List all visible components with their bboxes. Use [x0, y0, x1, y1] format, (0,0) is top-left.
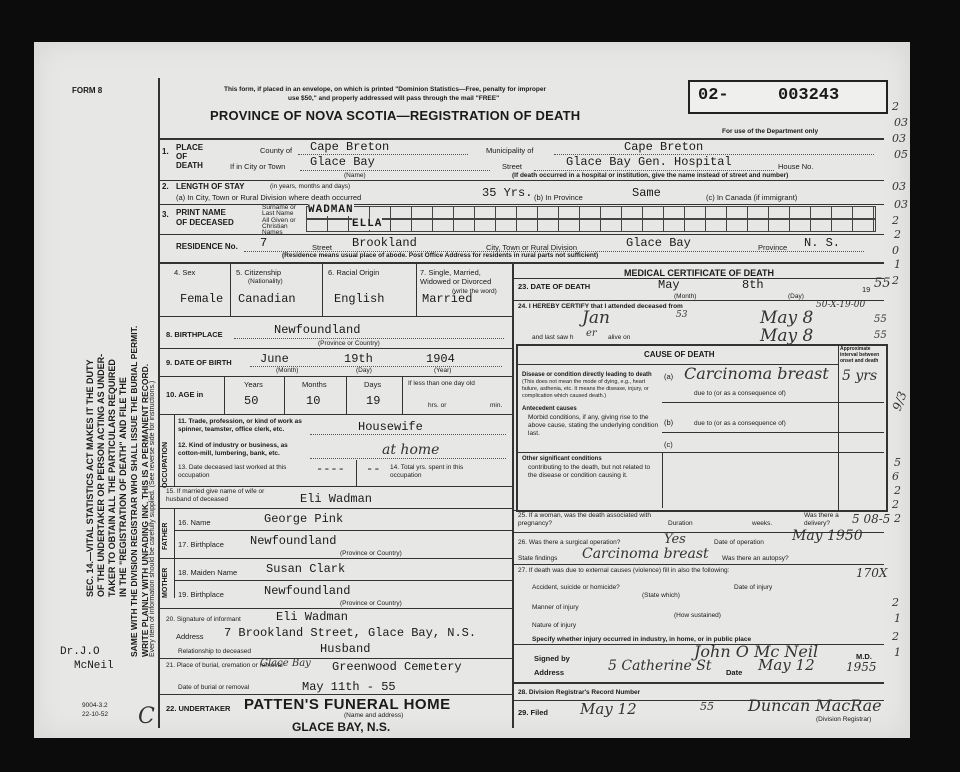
interval-a-value: 5 yrs [842, 368, 878, 384]
signer-address-label: Address [534, 668, 565, 677]
cause-a-value: Carcinoma breast [684, 364, 829, 383]
sidebar-instructions-1: SEC. 14.—VITAL STATISTICS ACT MAKES IT THE DUTY [85, 359, 95, 597]
county-label: County of [260, 146, 293, 155]
father-birth-label: 17. Birthplace [178, 540, 224, 549]
father-name: George Pink [264, 512, 344, 526]
alive-on-label: alive on [608, 334, 631, 341]
margin-code-mark: 6 [892, 470, 899, 483]
residence-number: 7 [260, 236, 268, 250]
dod-year: 55 [874, 276, 891, 291]
print-name-label-2: OF DECEASED [176, 218, 234, 227]
informant-address-label: Address [176, 632, 204, 641]
attend-from: Jan [582, 308, 610, 328]
street-label: Street [502, 162, 523, 171]
margin-code-mark: 03 [894, 116, 908, 129]
signer-date-label: Date [726, 668, 743, 677]
findings-value: Carcinoma breast [582, 546, 709, 562]
citizenship-label: 5. Citizenship [236, 268, 282, 277]
industry-value: at home [382, 442, 440, 458]
signer-date-year: 1955 [846, 660, 877, 674]
marital-value: Married [422, 292, 473, 306]
mother-section-label: MOTHER [162, 567, 169, 598]
birthplace-caption: (Province or Country) [318, 340, 380, 347]
sidebar-instructions-4: IN THE "REGISTRATION OF DEATH" AND FILE THE [118, 377, 128, 597]
direct-note: (This does not mean the mode of dying, e.g., heart failure, asthenia, etc. It means the disease, injury, or complication which caused death.) [522, 379, 649, 399]
burial-place-hw: Glace Bay [260, 658, 311, 669]
stay-a-value: 35 Yrs. [482, 186, 533, 200]
attend-to-year: 55 [874, 314, 887, 325]
city-label: If in City or Town [230, 162, 286, 171]
surname-label: Surname or Last Name [262, 204, 296, 217]
margin-code-mark: 03 [894, 198, 908, 211]
hospital-note: (If death occurred in a hospital or institution, give the name instead of street and number) [512, 172, 789, 179]
registrar-caption: (Division Registrar) [816, 716, 872, 723]
margin-code-mark: 2 [894, 512, 901, 525]
pregnancy-delivery: Was there a delivery? [804, 512, 839, 527]
dod-year-prefix: 19 [862, 285, 871, 294]
mail-notice-2: use $50," and properly addressed will pass through the mail "FREE" [288, 95, 500, 102]
mother-name-label: 18. Maiden Name [178, 568, 238, 577]
marital-label: 7. Single, Married, Widowed or Divorced [420, 268, 492, 286]
last-saw-label: and last saw h [532, 334, 574, 341]
industry-label: 12. Kind of industry or business, as cotton-mill, lumbering, bank, etc. [178, 442, 288, 457]
hrs-label: hrs. or [428, 402, 447, 409]
attend-to: May 8 [760, 308, 814, 328]
antecedent-label: Antecedent causes [522, 406, 577, 412]
interval-header: Approximate interval between onset and death [840, 346, 880, 364]
relationship-label: Relationship to deceased [178, 648, 251, 655]
mother-name: Susan Clark [266, 562, 346, 576]
state-which: (State which) [642, 592, 680, 599]
pregnancy-weeks: weeks. [752, 520, 773, 527]
burial-date: May 11th - 55 [302, 680, 396, 694]
margin-code-mark: 1 [894, 612, 901, 625]
age-days: 19 [366, 394, 381, 408]
margin-code-mark: 1 [894, 646, 901, 659]
sidebar-instructions-2: OF THE UNDERTAKER OR PERSON ACTING AS UNDER- [96, 353, 106, 597]
margin-c-mark: C [138, 704, 155, 729]
findings-label: State findings [518, 555, 558, 562]
registration-number: 003243 [778, 86, 840, 105]
stay-label-sub: (in years, months and days) [270, 183, 351, 190]
margin-code-mark: 2 [894, 228, 901, 241]
external-label: 27. If death was due to external causes (violence) fill in also the following: [518, 567, 730, 574]
surgery-value: Yes [664, 532, 686, 547]
total-years-value: -- [366, 462, 381, 476]
dod-month: May [658, 278, 680, 292]
dod-day: 8th [742, 278, 764, 292]
residence-note: (Residence means usual place of abode. Post Office Address for residents in rural parts not sufficient) [282, 252, 599, 259]
residence-street-label: Street [312, 243, 333, 252]
given-value: ELLA [352, 218, 383, 230]
citizenship-sub: (Nationality) [248, 278, 283, 285]
margin-code-mark: 2 [894, 484, 901, 497]
department-use-note: For use of the Department only [722, 128, 819, 135]
form-code-1: 9004-3.2 [82, 702, 108, 709]
margin-code-mark: 2 [892, 630, 899, 643]
margin-code-mark: 1 [894, 258, 901, 271]
last-worked-label: 13. Date deceased last worked at this occupation [178, 464, 287, 479]
due-to-a: due to (or as a consequence of) [694, 390, 786, 397]
accident-label: Accident, suicide or homicide? [532, 584, 620, 591]
undertaker-name: PATTEN'S FUNERAL HOME [244, 696, 451, 713]
mail-notice-1: This form, if placed in an envelope, on which is printed "Dominion Statistics—Free, penalty for improper [224, 86, 546, 93]
residence-label: RESIDENCE No. [176, 242, 238, 251]
filed-hw: May 12 [580, 700, 637, 718]
house-label: House No. [778, 162, 814, 171]
age-years: 50 [244, 394, 259, 408]
signed-label: Signed by [534, 654, 570, 663]
spouse-value: Eli Wadman [300, 492, 373, 506]
medical-header: MEDICAL CERTIFICATE OF DEATH [624, 268, 774, 278]
age-label: 10. AGE in [166, 390, 204, 399]
specify-label: Specify whether injury occurred in industry, in home, or in public place [532, 636, 752, 643]
item-3-number: 3. [162, 210, 169, 219]
margin-code-mark: 03 [892, 180, 906, 193]
div-record-label: 28. Division Registrar's Record Number [518, 689, 641, 696]
margin-note-2: 9/3 [889, 389, 910, 413]
how-sustained: (How sustained) [674, 612, 721, 619]
burial-place-label: 21. Place of burial, cremation or removal [166, 662, 283, 669]
surgery-date: May 1950 [792, 528, 863, 544]
stay-label: LENGTH OF STAY [176, 182, 245, 191]
dod-month-caption: (Month) [674, 293, 697, 300]
stay-b-label: (b) In Province [534, 193, 583, 202]
given-grid [306, 219, 876, 232]
dod-day-caption: (Day) [788, 293, 804, 300]
father-name-label: 16. Name [178, 518, 211, 527]
min-label: min. [490, 402, 503, 409]
occupation-section-label: OCCUPATION [162, 441, 169, 488]
item-2-number: 2. [162, 182, 169, 191]
mother-birth-caption: (Province or Country) [340, 600, 402, 607]
cause-header: CAUSE OF DEATH [644, 350, 715, 359]
form-code-2: 22-10-52 [82, 711, 109, 718]
surname-grid [306, 206, 876, 219]
residence-city-label: City, Town or Rural Division [486, 243, 577, 252]
dob-day: 19th [344, 352, 373, 366]
name-caption: (Name) [344, 172, 366, 179]
stay-c-label: (c) In Canada (if immigrant) [706, 193, 798, 202]
margin-code-mark: 05 [894, 148, 908, 161]
autopsy-label: Was there an autopsy? [722, 555, 789, 562]
birthplace-label: 8. BIRTHPLACE [166, 330, 223, 339]
dob-month: June [260, 352, 289, 366]
attend-from-year: 53 [676, 310, 688, 320]
age-days-label: Days [364, 380, 382, 389]
residence-province: N. S. [804, 236, 841, 250]
citizenship-value: Canadian [238, 292, 296, 306]
marital-sub: (write the word) [452, 288, 497, 295]
informant-sig-label: 20. Signature of informant [166, 616, 241, 623]
signer-address-hw: 5 Catherine St [608, 658, 712, 674]
margin-code-mark: 2 [892, 214, 899, 227]
signer-date-hw: May 12 [758, 656, 815, 674]
surgery-label: 26. Was there a surgical operation? [518, 539, 621, 546]
alive-year: 55 [874, 330, 887, 341]
residence-city: Glace Bay [626, 236, 691, 250]
spouse-label: 15. If married give name of wife or husband of deceased [166, 488, 265, 503]
age-months: 10 [306, 394, 321, 408]
margin-code-mark: 2 [892, 100, 899, 113]
margin-code-mark: 2 [892, 274, 899, 287]
margin-code-mark: 2 [892, 596, 899, 609]
surname-value: WADMAN [308, 204, 354, 216]
place-label-1: PLACE [176, 143, 204, 152]
pregnancy-duration: Duration [668, 520, 693, 527]
margin-note-1: 50-X-19-00 [816, 300, 866, 310]
relationship-value: Husband [320, 642, 371, 656]
place-label-2: OF [176, 152, 188, 161]
margin-code-mark: 2 [892, 498, 899, 511]
age-months-label: Months [302, 380, 327, 389]
dob-day-caption: (Day) [356, 367, 372, 374]
stay-a-label: (a) In City, Town or Rural Division where death occurred [176, 193, 362, 202]
burial-place: Greenwood Cemetery [332, 660, 462, 674]
other-label: Other significant conditions [522, 456, 602, 462]
registration-number-box [688, 80, 888, 114]
birthplace-value: Newfoundland [274, 323, 361, 337]
margin-code-mark: 5 [894, 456, 901, 469]
cause-b-marker: (b) [664, 418, 674, 427]
doctor-name-line2: McNeil [74, 660, 114, 672]
sidebar-instructions-3: TAKER TO OBTAIN ALL THE PARTICULARS REQUIRED [107, 359, 117, 597]
cause-c-marker: (c) [664, 440, 673, 449]
margin-code-mark: 03 [892, 132, 906, 145]
other-note: contributing to the death, but not related to the disease or condition causing it. [528, 464, 651, 479]
mother-birth: Newfoundland [264, 584, 351, 598]
sidebar-instructions-7: Every item of information should be carefully supplied. (See reverse side for instructions.) [149, 380, 156, 657]
county-value: Cape Breton [310, 140, 390, 154]
racial-value: English [334, 292, 385, 306]
antecedent-note: Morbid conditions, if any, giving rise to the above cause, stating the underlying condition last. [528, 414, 659, 437]
injury-date-label: Date of injury [734, 584, 773, 591]
mother-birth-label: 19. Birthplace [178, 590, 224, 599]
given-label: All Given or Christian Names [262, 217, 296, 236]
sex-label: 4. Sex [174, 268, 196, 277]
trade-label: 11. Trade, profession, or kind of work as spinner, teamster, office clerk, etc. [178, 418, 302, 433]
last-saw-hw: er [586, 328, 597, 339]
under-day-label: If less than one day old [408, 380, 475, 387]
margin-code-mark: 0 [892, 244, 899, 257]
residence-province-label: Province [758, 243, 788, 252]
dob-month-caption: (Month) [276, 367, 299, 374]
filed-year: 55 [700, 700, 714, 713]
sex-value: Female [180, 292, 224, 306]
nature-label: Nature of injury [532, 622, 577, 629]
margin-note-3: 5 08-5 [852, 512, 891, 526]
alive-date: May 8 [760, 326, 814, 346]
doctor-name-line1: Dr.J.O [60, 646, 100, 658]
form-left-border [158, 78, 160, 728]
filed-label: 29. Filed [518, 708, 549, 717]
municipality-value: Cape Breton [624, 140, 704, 154]
registrar-hw: Duncan MacRae [748, 696, 882, 715]
dod-label: 23. DATE OF DEATH [518, 282, 591, 291]
racial-label: 6. Racial Origin [328, 268, 380, 277]
dob-year: 1904 [426, 352, 455, 366]
print-name-label-1: PRINT NAME [176, 208, 226, 217]
undertaker-town: GLACE BAY, N.S. [292, 720, 391, 734]
residence-street: Brookland [352, 236, 417, 250]
dob-label: 9. DATE OF BIRTH [166, 358, 232, 367]
death-registration-form [34, 42, 910, 738]
signed-hw: John O Mc Neil [694, 642, 819, 661]
form-title: PROVINCE OF NOVA SCOTIA—REGISTRATION OF DEATH [210, 108, 581, 123]
pregnancy-label: 25. If a woman, was the death associated with pregnancy? [518, 512, 651, 527]
burial-date-label: Date of burial or removal [178, 684, 250, 691]
municipality-label: Municipality of [486, 146, 534, 155]
surgery-date-label: Date of operation [714, 539, 764, 546]
father-section-label: FATHER [162, 522, 169, 550]
md-label: M.D. [856, 652, 872, 661]
undertaker-caption: (Name and address) [344, 712, 404, 719]
street-value: Glace Bay Gen. Hospital [566, 155, 732, 169]
sidebar-instructions-6: WRITE PLAINLY WITH UNFADING INK. THIS IS A PERMANENT RECORD. [140, 363, 150, 657]
sidebar-instructions-5: SAME WITH THE DIVISION REGISTRAR WHO SHALL ISSUE THE BURIAL PERMIT. [129, 325, 139, 657]
trade-value: Housewife [358, 420, 423, 434]
informant-sig: Eli Wadman [276, 610, 349, 624]
cause-a-marker: (a) [664, 372, 674, 381]
direct-label: Disease or condition directly leading to death [522, 372, 652, 378]
total-years-label: 14. Total yrs. spent in this occupation [390, 464, 464, 479]
manner-label: Manner of injury [532, 604, 579, 611]
dob-year-caption: (Year) [434, 367, 452, 374]
city-value: Glace Bay [310, 155, 375, 169]
stay-b-value: Same [632, 186, 661, 200]
last-worked-value: ---- [316, 462, 345, 476]
item-1-number: 1. [162, 147, 169, 156]
margin-note-4: 170X [856, 566, 888, 580]
undertaker-label: 22. UNDERTAKER [166, 704, 231, 713]
informant-address: 7 Brookland Street, Glace Bay, N.S. [224, 626, 477, 640]
father-birth: Newfoundland [250, 534, 337, 548]
place-label-3: DEATH [176, 161, 203, 170]
registration-prefix: 02- [698, 86, 729, 105]
father-birth-caption: (Province or Country) [340, 550, 402, 557]
age-years-label: Years [244, 380, 263, 389]
due-to-b: due to (or as a consequence of) [694, 420, 786, 427]
form-number: FORM 8 [72, 86, 103, 95]
certify-label: 24. I HEREBY CERTIFY that I attended deceased from [518, 303, 683, 310]
